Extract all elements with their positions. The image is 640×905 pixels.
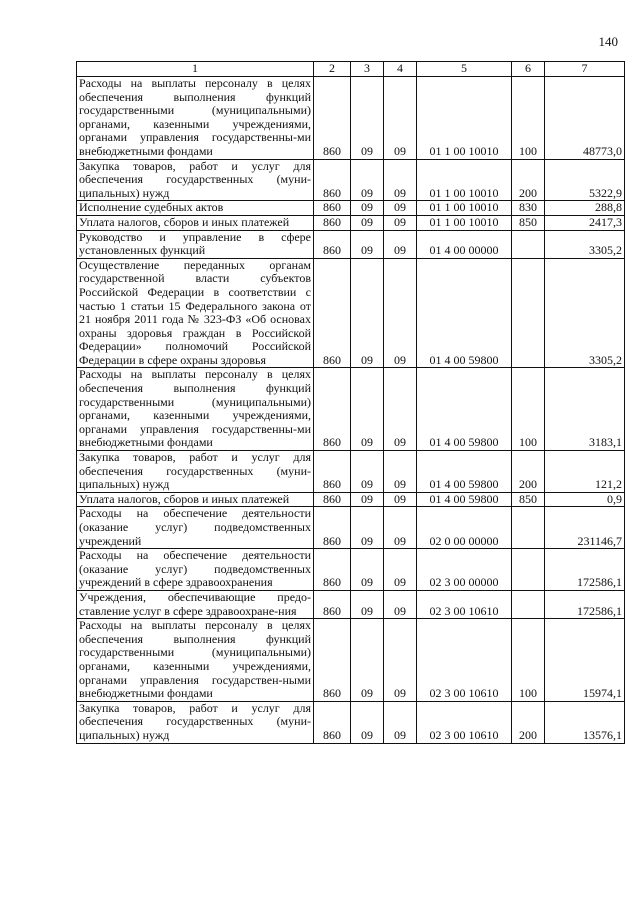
row-section: 09 (351, 590, 384, 618)
row-target: 02 3 00 10610 (417, 619, 512, 702)
budget-table (76, 61, 625, 744)
row-subsection: 09 (384, 368, 417, 451)
table-row (77, 230, 625, 258)
row-target: 01 4 00 59800 (417, 492, 512, 507)
row-target: 01 1 00 10010 (417, 159, 512, 201)
row-section: 09 (351, 201, 384, 216)
row-subsection: 09 (384, 215, 417, 230)
row-name: Расходы на обеспечение деятельности (оказание услуг) подведомственных учреждений в сфере здравоохранения (77, 549, 314, 591)
row-kind: 100 (512, 77, 545, 160)
row-kind (512, 258, 545, 368)
row-ministry: 860 (314, 230, 351, 258)
row-ministry: 860 (314, 368, 351, 451)
row-subsection: 09 (384, 701, 417, 743)
row-amount: 2417,3 (545, 215, 625, 230)
row-name: Исполнение судебных актов (77, 201, 314, 216)
row-ministry: 860 (314, 492, 351, 507)
table-row (77, 619, 625, 702)
table-body (77, 77, 625, 744)
row-amount: 121,2 (545, 451, 625, 493)
row-target: 02 3 00 10610 (417, 701, 512, 743)
row-section: 09 (351, 549, 384, 591)
row-subsection: 09 (384, 492, 417, 507)
row-kind: 100 (512, 619, 545, 702)
row-subsection: 09 (384, 230, 417, 258)
row-ministry: 860 (314, 701, 351, 743)
row-ministry: 860 (314, 159, 351, 201)
row-amount: 13576,1 (545, 701, 625, 743)
row-name: Закупка товаров, работ и услуг для обеспечения государственных (муни-ципальных) нужд (77, 701, 314, 743)
row-subsection: 09 (384, 159, 417, 201)
row-section: 09 (351, 492, 384, 507)
row-target: 02 0 00 00000 (417, 507, 512, 549)
row-ministry: 860 (314, 201, 351, 216)
table-row (77, 549, 625, 591)
table-row (77, 590, 625, 618)
row-section: 09 (351, 701, 384, 743)
row-subsection: 09 (384, 507, 417, 549)
row-subsection: 09 (384, 549, 417, 591)
row-target: 02 3 00 00000 (417, 549, 512, 591)
row-section: 09 (351, 368, 384, 451)
row-kind: 200 (512, 701, 545, 743)
row-kind (512, 590, 545, 618)
row-target: 01 4 00 59800 (417, 451, 512, 493)
row-section: 09 (351, 215, 384, 230)
row-target: 01 1 00 10010 (417, 201, 512, 216)
row-name: Расходы на выплаты персоналу в целях обеспечения выполнения функций государственными (муниципальными) органами, казенными учреждениями, органами управления государствен-ными внебюджетными фондами (77, 619, 314, 702)
row-target: 01 4 00 59800 (417, 258, 512, 368)
row-kind: 100 (512, 368, 545, 451)
table-row (77, 215, 625, 230)
table-row (77, 201, 625, 216)
row-section: 09 (351, 77, 384, 160)
table-row (77, 258, 625, 368)
row-amount: 5322,9 (545, 159, 625, 201)
row-amount: 0,9 (545, 492, 625, 507)
row-amount: 15974,1 (545, 619, 625, 702)
row-name: Расходы на выплаты персоналу в целях обеспечения выполнения функций государственными (муниципальными) органами, казенными учреждениями, органами управления государственны-ми внебюджетными фондами (77, 77, 314, 160)
header-col-4: 4 (384, 62, 417, 77)
table-row (77, 159, 625, 201)
row-target: 01 4 00 00000 (417, 230, 512, 258)
row-name: Расходы на выплаты персоналу в целях обеспечения выполнения функций государственными (муниципальными) органами, казенными учреждениями, органами управления государственны-ми внебюджетными фондами (77, 368, 314, 451)
row-subsection: 09 (384, 77, 417, 160)
row-section: 09 (351, 507, 384, 549)
header-col-3: 3 (351, 62, 384, 77)
row-section: 09 (351, 258, 384, 368)
row-ministry: 860 (314, 451, 351, 493)
row-kind (512, 230, 545, 258)
header-col-5: 5 (417, 62, 512, 77)
row-ministry: 860 (314, 590, 351, 618)
row-target: 01 1 00 10010 (417, 215, 512, 230)
row-name: Руководство и управление в сфере установленных функций (77, 230, 314, 258)
row-target: 01 1 00 10010 (417, 77, 512, 160)
row-subsection: 09 (384, 619, 417, 702)
row-name: Закупка товаров, работ и услуг для обеспечения государственных (муни-ципальных) нужд (77, 159, 314, 201)
row-section: 09 (351, 619, 384, 702)
row-subsection: 09 (384, 451, 417, 493)
row-name: Расходы на обеспечение деятельности (оказание услуг) подведомственных учреждений (77, 507, 314, 549)
row-ministry: 860 (314, 215, 351, 230)
page-number: 140 (598, 34, 618, 49)
table-row (77, 507, 625, 549)
header-col-6: 6 (512, 62, 545, 77)
row-ministry: 860 (314, 258, 351, 368)
row-name: Учреждения, обеспечивающие предо-ставление услуг в сфере здравоохране-ния (77, 590, 314, 618)
row-subsection: 09 (384, 258, 417, 368)
row-section: 09 (351, 159, 384, 201)
table-row (77, 77, 625, 160)
table-row (77, 701, 625, 743)
row-target: 01 4 00 59800 (417, 368, 512, 451)
row-name: Уплата налогов, сборов и иных платежей (77, 215, 314, 230)
table-row (77, 451, 625, 493)
row-name: Закупка товаров, работ и услуг для обеспечения государственных (муни-ципальных) нужд (77, 451, 314, 493)
row-subsection: 09 (384, 590, 417, 618)
row-amount: 3305,2 (545, 230, 625, 258)
row-kind (512, 549, 545, 591)
row-name: Осуществление переданных органам государственной власти субъектов Российской Федерации в соответствии с частью 1 статьи 15 Федерального закона от 21 ноября 2011 года № 323-ФЗ «Об основах охраны здоровья граждан в Российской Федерации» полномочий Российской Федерации в сфере охраны здоровья (77, 258, 314, 368)
header-col-7: 7 (545, 62, 625, 77)
row-amount: 3183,1 (545, 368, 625, 451)
row-amount: 172586,1 (545, 590, 625, 618)
header-row (77, 62, 625, 77)
row-amount: 3305,2 (545, 258, 625, 368)
table-header (77, 62, 625, 77)
row-section: 09 (351, 230, 384, 258)
table-row (77, 492, 625, 507)
row-amount: 172586,1 (545, 549, 625, 591)
table-row (77, 368, 625, 451)
header-col-2: 2 (314, 62, 351, 77)
row-kind: 200 (512, 451, 545, 493)
row-subsection: 09 (384, 201, 417, 216)
row-target: 02 3 00 10610 (417, 590, 512, 618)
row-kind: 850 (512, 492, 545, 507)
row-name: Уплата налогов, сборов и иных платежей (77, 492, 314, 507)
header-col-1: 1 (77, 62, 314, 77)
row-kind: 200 (512, 159, 545, 201)
row-ministry: 860 (314, 77, 351, 160)
row-kind: 830 (512, 201, 545, 216)
row-kind (512, 507, 545, 549)
row-kind: 850 (512, 215, 545, 230)
row-ministry: 860 (314, 619, 351, 702)
row-ministry: 860 (314, 549, 351, 591)
row-amount: 288,8 (545, 201, 625, 216)
row-amount: 48773,0 (545, 77, 625, 160)
row-amount: 231146,7 (545, 507, 625, 549)
row-ministry: 860 (314, 507, 351, 549)
row-section: 09 (351, 451, 384, 493)
